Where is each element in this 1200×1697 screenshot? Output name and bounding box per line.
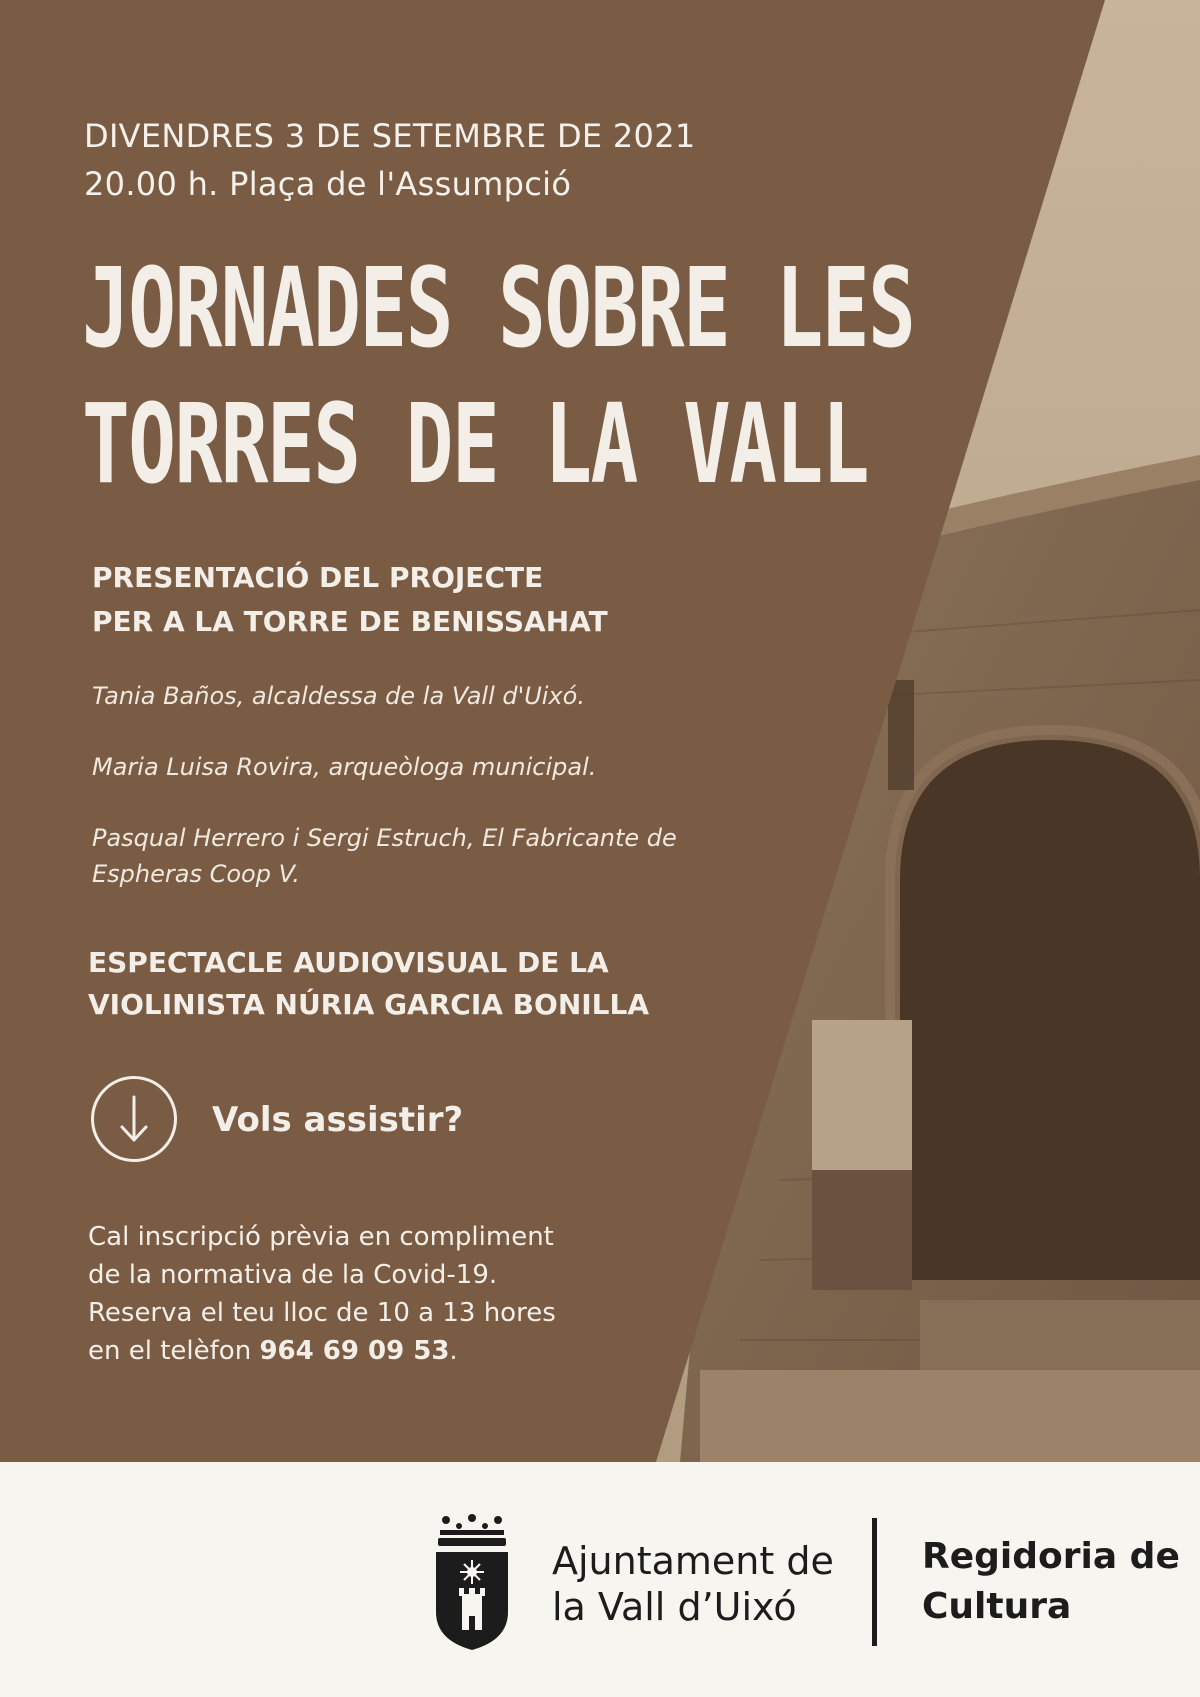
speaker-2: Maria Luisa Rovira, arqueòloga municipal. <box>92 753 597 781</box>
title-line-2: TORRES DE LA VALL <box>82 380 869 508</box>
cta-label: Vols assistir? <box>212 1100 464 1140</box>
presentation-heading <box>92 556 608 644</box>
department-name <box>922 1532 1180 1632</box>
show-heading-line-1: ESPECTACLE AUDIOVISUAL DE LA <box>88 946 609 979</box>
info-phone-prefix: en el telèfon <box>88 1336 260 1366</box>
info-phone-suffix: . <box>449 1336 458 1366</box>
speaker-1: Tania Baños, alcaldessa de la Vall d'Uixó. <box>92 682 585 710</box>
info-line-2: de la normativa de la Covid-19. <box>88 1260 498 1290</box>
org-line-2: la Vall d’Uixó <box>552 1585 797 1629</box>
info-line-1: Cal inscripció prèvia en compliment <box>88 1222 554 1252</box>
event-date-place <box>84 112 696 208</box>
dept-line-1: Regidoria de <box>922 1536 1180 1577</box>
speaker-3-line-1: Pasqual Herrero i Sergi Estruch, El Fabricante de <box>92 824 677 852</box>
presentation-heading-line-1: PRESENTACIÓ DEL PROJECTE <box>92 561 544 594</box>
presentation-heading-line-2: PER A LA TORRE DE BENISSAHAT <box>92 605 608 638</box>
org-line-1: Ajuntament de <box>552 1539 834 1583</box>
arrow-down-circle-icon <box>91 1076 177 1162</box>
speaker-3-line-2: Espheras Coop V. <box>92 860 300 888</box>
show-heading <box>88 942 649 1026</box>
title-line-1: JORNADES SOBRE LES <box>82 244 915 372</box>
event-date: DIVENDRES 3 DE SETEMBRE DE 2021 <box>84 117 696 155</box>
info-line-4 <box>88 1332 556 1370</box>
info-line-3: Reserva el teu lloc de 10 a 13 hores <box>88 1298 556 1328</box>
registration-info <box>88 1218 556 1370</box>
event-time-place: 20.00 h. Plaça de l'Assumpció <box>84 165 572 203</box>
show-heading-line-2: VIOLINISTA NÚRIA GARCIA BONILLA <box>88 988 650 1021</box>
town-shield-icon <box>432 1512 512 1656</box>
phone-number[interactable]: 964 69 09 53 <box>259 1336 450 1366</box>
coat-of-arms-logo <box>432 1512 512 1652</box>
dept-line-2: Cultura <box>922 1586 1072 1627</box>
poster-title <box>82 240 917 512</box>
footer-divider <box>872 1518 877 1646</box>
organization-name <box>552 1538 834 1630</box>
arrow-down-icon <box>94 1079 174 1159</box>
